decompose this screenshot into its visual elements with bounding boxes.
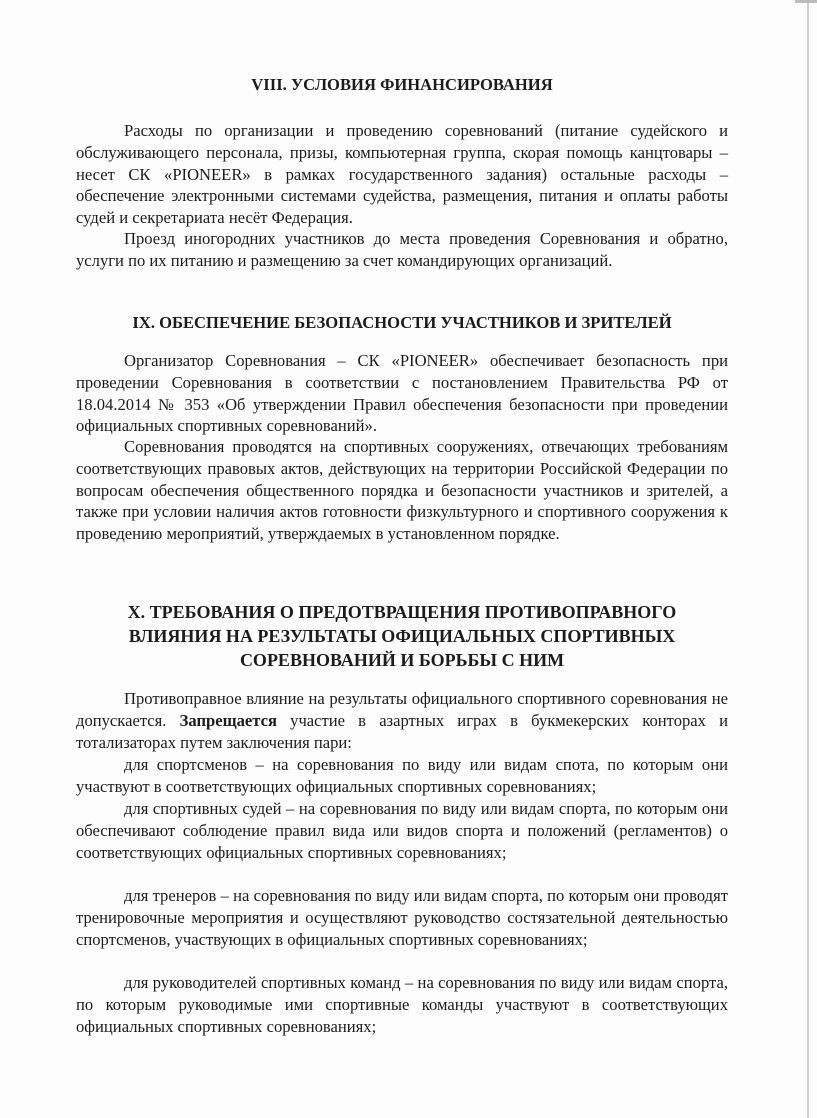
intro-text-end: участие в азартных играх в букмекерских конторах и тотализаторах путем заключения пари:: [76, 710, 729, 752]
section-9-paragraph-1: Организатор Соревнования – СК «PIONEER» обеспечивает безопасность при проведении Соревнования в соответствии с постановлением Правительства РФ от 18.04.2014 № 353 «Об утверждении Правил обеспечения безопасности при проведении официальных спортивных соревнований».: [76, 351, 728, 436]
section-9-title: IX. ОБЕСПЕЧЕНИЕ БЕЗОПАСНОСТИ УЧАСТНИКОВ И ЗРИТЕЛЕЙ: [132, 313, 672, 332]
section-10-item-coaches: для тренеров – на соревнования по виду или видам спорта, по которым они проводят тренировочные мероприятия и осуществляют руководство состязательной деятельностью спортсменов, участвующих в официальных спортивных соревнованиях;: [76, 886, 728, 949]
section-8-title: VIII. УСЛОВИЯ ФИНАНСИРОВАНИЯ: [251, 75, 553, 94]
section-10-title-line-3: СОРЕВНОВАНИЙ И БОРЬБЫ С НИМ: [239, 650, 565, 670]
section-10-item-athletes: для спортсменов – на соревнования по виду или видам спота, по которым они участвуют в соответствующих официальных спортивных соревнованиях;: [76, 755, 728, 796]
scan-edge-mark: [795, 0, 817, 3]
section-9-paragraph-2: Соревнования проводятся на спортивных сооружениях, отвечающих требованиям соответствующих правовых актов, действующих на территории Российской Федерации по вопросам обеспечения общественного порядка и безопасности участников и зрителей, а также при условии наличия актов готовности физкультурного и спортивного сооружения к проведению мероприятий, утверждаемых в установленном порядке.: [76, 437, 728, 544]
intro-bold-word: Запрещается: [179, 710, 277, 730]
section-10-item-team-leaders: для руководителей спортивных команд – на соревнования по виду или видам спорта, по которым руководимые ими спортивные команды участвуют в соответствующих официальных спортивных соревнованиях;: [76, 973, 728, 1036]
section-10-item-judges: для спортивных судей – на соревнования по виду или видам спорта, по которым они обеспечивают соблюдение правил вида или видов спорта и положений (регламентов) о соответствующих официальных спортивных соревнованиях;: [76, 799, 728, 862]
scan-edge-line: [807, 0, 809, 1118]
section-10-intro: [76, 688, 728, 753]
section-8-paragraph-2: Проезд иногородних участников до места проведения Соревнования и обратно, услуги по их питанию и размещению за счет командирующих организаций.: [76, 229, 728, 270]
section-10-title-line-2: ВЛИЯНИЯ НА РЕЗУЛЬТАТЫ ОФИЦИАЛЬНЫХ СПОРТИВНЫХ: [128, 626, 676, 646]
section-10-title-line-1: X. ТРЕБОВАНИЯ О ПРЕДОТВРАЩЕНИЯ ПРОТИВОПРАВНОГО: [127, 602, 677, 622]
intro-text-start: Противоправное влияние на результаты официального спортивного соревнования не допускается.: [76, 689, 728, 730]
section-8-paragraph-1: Расходы по организации и проведению соревнований (питание судейского и обслуживающего персонала, призы, компьютерная группа, скорая помощь канцтовары – несет СК «PIONEER» в рамках государственного задания) остальные расходы – обеспечение электронными системами судейства, размещения, питания и оплаты работы судей и секретариата несёт Федерация.: [76, 121, 728, 228]
